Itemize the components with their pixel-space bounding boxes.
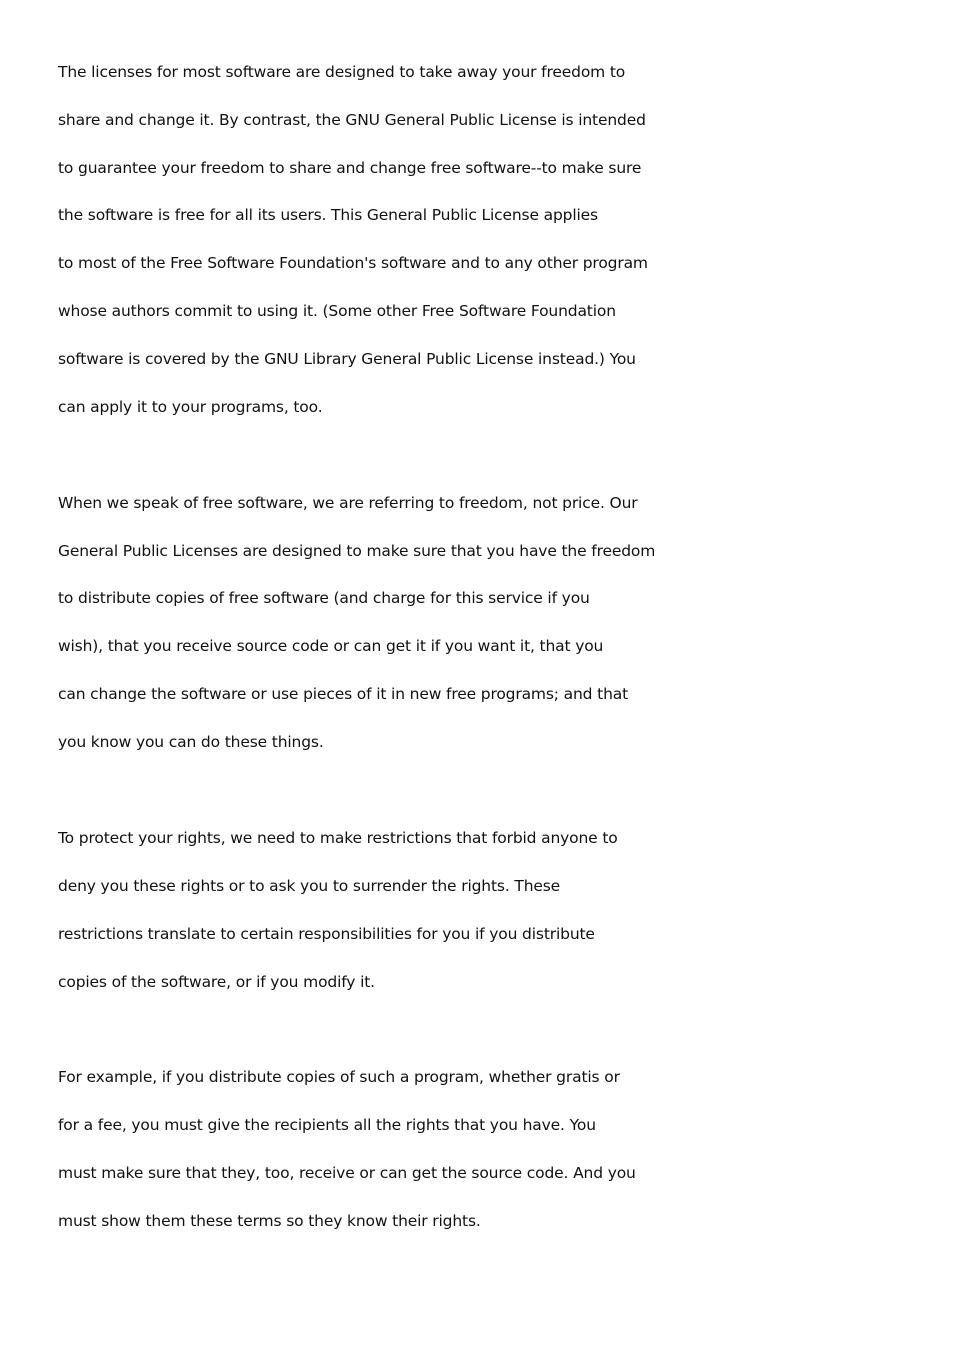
paragraph-line: to distribute copies of free software (and charge for this service if you [58,589,590,607]
paragraph-line: wish), that you receive source code or can get it if you want it, that you [58,637,604,655]
paragraph-line: you know you can do these things. [58,733,324,751]
paragraph-line: to guarantee your freedom to share and change free software--to make sure [58,159,642,177]
paragraph-line: restrictions translate to certain responsibilities for you if you distribute [58,925,595,943]
paragraph-line: whose authors commit to using it. (Some other Free Software Foundation [58,302,616,320]
paragraph-line: To protect your rights, we need to make restrictions that forbid anyone to [58,829,618,847]
paragraph-line: can apply it to your programs, too. [58,398,323,416]
paragraph-line: deny you these rights or to ask you to surrender the rights. These [58,877,561,895]
paragraph-line: copies of the software, or if you modify it. [58,973,375,991]
paragraph-line: For example, if you distribute copies of such a program, whether gratis or [58,1068,620,1086]
paragraph-line: When we speak of free software, we are referring to freedom, not price. Our [58,494,638,512]
paragraph-line: must show them these terms so they know their rights. [58,1212,481,1230]
paragraph-line: share and change it. By contrast, the GNU General Public License is intended [58,111,646,129]
paragraph-line: for a fee, you must give the recipients all the rights that you have. You [58,1116,596,1134]
paragraph-line: the software is free for all its users. This General Public License applies [58,206,598,224]
paragraph-line: must make sure that they, too, receive or can get the source code. And you [58,1164,636,1182]
paragraph-line: to most of the Free Software Foundation's software and to any other program [58,254,648,272]
paragraph-line: software is covered by the GNU Library General Public License instead.) You [58,350,636,368]
paragraph-line: General Public Licenses are designed to make sure that you have the freedom [58,542,656,560]
paragraph-line: can change the software or use pieces of it in new free programs; and that [58,685,629,703]
paragraph-line: The licenses for most software are designed to take away your freedom to [58,63,626,81]
